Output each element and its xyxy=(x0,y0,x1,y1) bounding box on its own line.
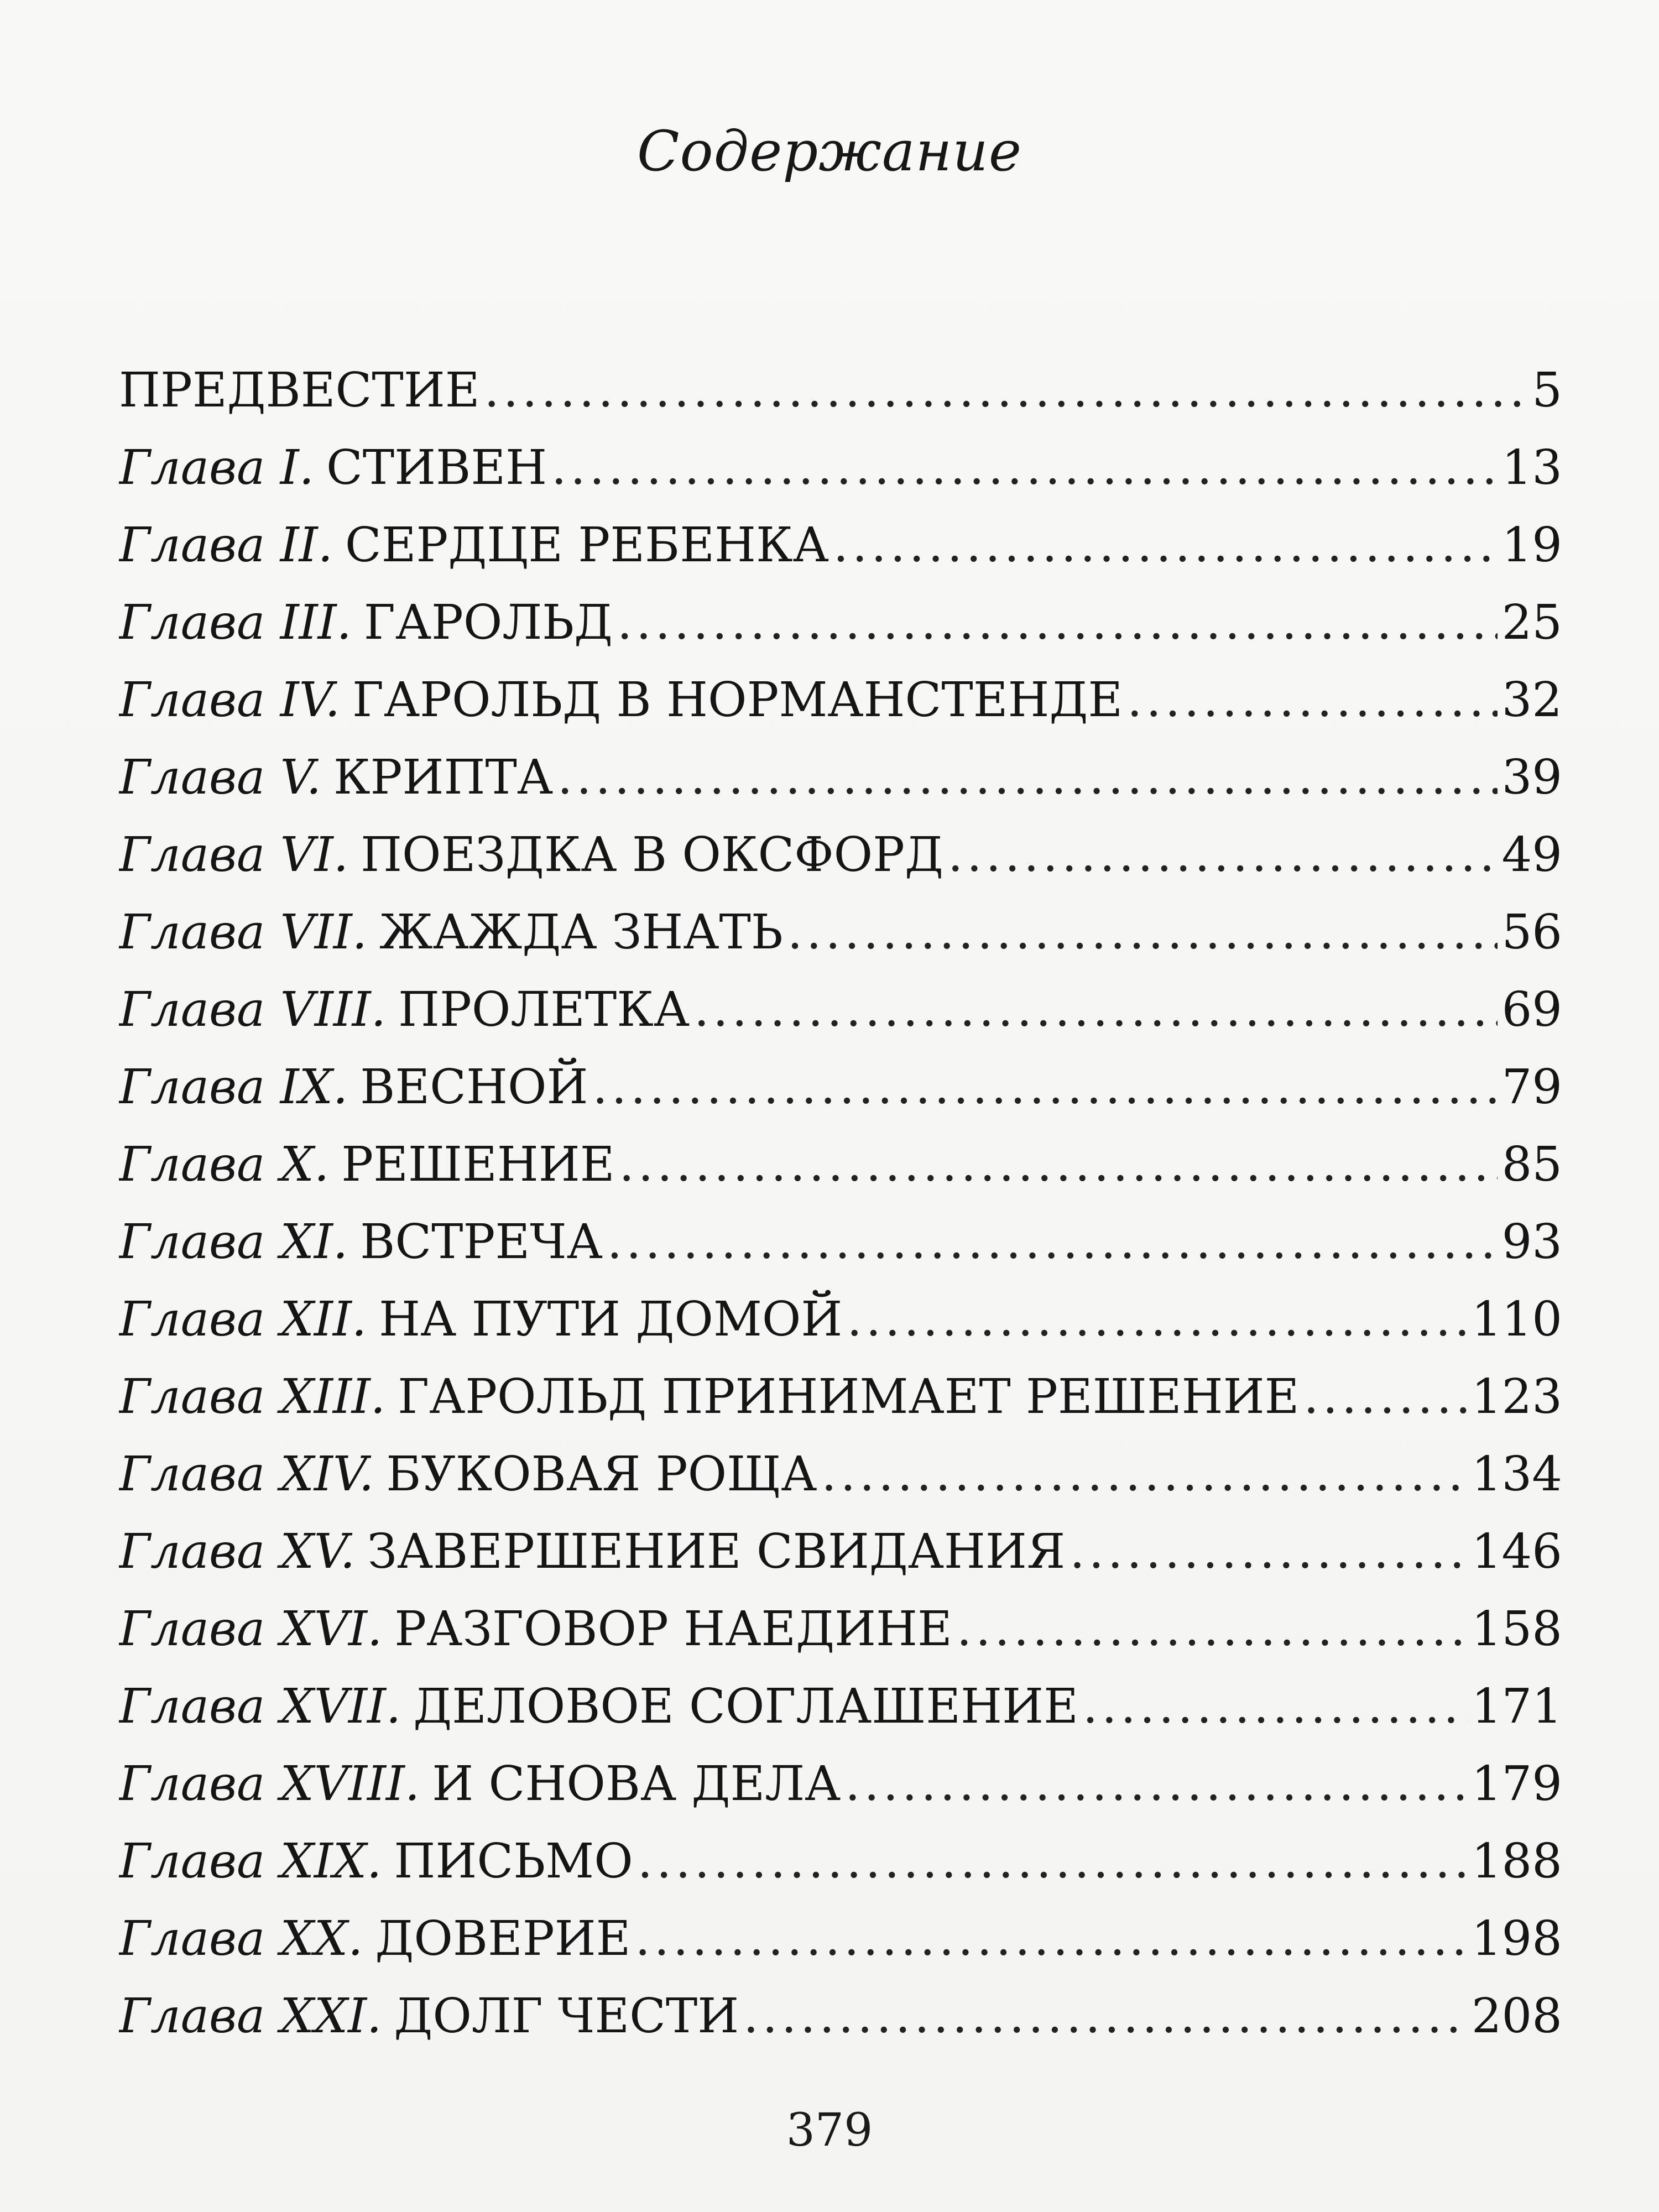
dot-leader xyxy=(557,739,1498,816)
page-number: 56 xyxy=(1501,905,1562,960)
dot-leader xyxy=(948,816,1498,894)
toc-entry xyxy=(119,739,1562,816)
page-number: 93 xyxy=(1501,1214,1562,1270)
chapter-title: ПРЕДВЕСТИЕ xyxy=(119,363,480,418)
table-of-contents xyxy=(119,352,1562,2055)
entry-label xyxy=(119,507,829,584)
toc-entry xyxy=(119,1513,1562,1590)
toc-entry xyxy=(119,1823,1562,1900)
page-number: 188 xyxy=(1471,1834,1562,1889)
chapter-title: РАЗГОВОР НАЕДИНЕ xyxy=(394,1601,952,1657)
dot-leader xyxy=(821,1436,1467,1513)
entry-label xyxy=(119,894,783,971)
toc-heading: Содержание xyxy=(637,119,1022,184)
toc-entry xyxy=(119,1358,1562,1436)
toc-entry xyxy=(119,352,1562,429)
dot-leader xyxy=(1083,1668,1467,1745)
page-number: 13 xyxy=(1501,440,1562,495)
dot-leader xyxy=(787,894,1498,971)
chapter-title: ГАРОЛЬД В НОРМАНСТЕНДЕ xyxy=(352,672,1123,728)
dot-leader xyxy=(592,1048,1497,1126)
entry-label xyxy=(119,816,943,894)
chapter-title: И СНОВА ДЕЛА xyxy=(432,1756,841,1812)
dot-leader xyxy=(607,1203,1498,1281)
entry-label xyxy=(119,971,690,1048)
dot-leader xyxy=(617,584,1498,661)
toc-entry xyxy=(119,971,1562,1048)
entry-label xyxy=(119,1668,1078,1745)
toc-entry xyxy=(119,584,1562,661)
chapter-title: ПРОЛЕТКА xyxy=(398,982,690,1037)
chapter-prefix: Глава II. xyxy=(119,518,333,573)
chapter-title: РЕШЕНИЕ xyxy=(341,1137,615,1192)
dot-leader xyxy=(694,971,1498,1048)
page-number: 39 xyxy=(1501,750,1562,805)
dot-leader xyxy=(635,1900,1467,1978)
toc-entry xyxy=(119,1048,1562,1126)
entry-label xyxy=(119,1900,630,1978)
entry-label xyxy=(119,661,1123,739)
page-number: 19 xyxy=(1501,518,1562,573)
chapter-prefix: Глава XII. xyxy=(119,1292,367,1347)
dot-leader xyxy=(1127,661,1497,739)
dot-leader xyxy=(743,1978,1467,2055)
chapter-prefix: Глава VII. xyxy=(119,905,368,960)
chapter-title: ЖАЖДА ЗНАТЬ xyxy=(379,905,783,960)
dot-leader xyxy=(845,1745,1467,1823)
toc-entry xyxy=(119,507,1562,584)
entry-label xyxy=(119,1126,615,1203)
dot-leader xyxy=(551,429,1497,507)
entry-label xyxy=(119,1745,841,1823)
chapter-prefix: Глава XVI. xyxy=(119,1601,383,1657)
entry-label xyxy=(119,1513,1065,1590)
toc-entry xyxy=(119,816,1562,894)
page-number: 85 xyxy=(1501,1137,1562,1192)
page-number: 171 xyxy=(1471,1679,1562,1734)
toc-entry xyxy=(119,1281,1562,1358)
page-number: 146 xyxy=(1471,1524,1562,1579)
chapter-prefix: Глава III. xyxy=(119,595,352,650)
page-number: 25 xyxy=(1501,595,1562,650)
page-number: 110 xyxy=(1471,1292,1562,1347)
dot-leader xyxy=(957,1590,1467,1668)
chapter-title: ГАРОЛЬД ПРИНИМАЕТ РЕШЕНИЕ xyxy=(398,1369,1300,1425)
page-number: 179 xyxy=(1471,1756,1562,1812)
toc-entry xyxy=(119,1668,1562,1745)
chapter-title: ДЕЛОВОЕ СОГЛАШЕНИЕ xyxy=(413,1679,1078,1734)
chapter-title: СЕРДЦЕ РЕБЕНКА xyxy=(345,518,829,573)
entry-label xyxy=(119,1203,603,1281)
entry-label xyxy=(119,1978,739,2055)
chapter-prefix: Глава VIII. xyxy=(119,982,386,1037)
chapter-prefix: Глава XIII. xyxy=(119,1369,386,1425)
page-folio: 379 xyxy=(786,2104,873,2157)
chapter-title: ВСТРЕЧА xyxy=(360,1214,603,1270)
chapter-prefix: Глава VI. xyxy=(119,827,349,883)
page-number: 208 xyxy=(1471,1989,1562,2044)
entry-label xyxy=(119,584,613,661)
chapter-title: БУКОВАЯ РОЩА xyxy=(386,1447,817,1502)
page-number: 158 xyxy=(1471,1601,1562,1657)
chapter-title: ДОВЕРИЕ xyxy=(375,1911,631,1966)
chapter-title: ЗАВЕРШЕНИЕ СВИДАНИЯ xyxy=(367,1524,1066,1579)
chapter-prefix: Глава XVIII. xyxy=(119,1756,420,1812)
page-number: 79 xyxy=(1501,1060,1562,1115)
dot-leader xyxy=(484,352,1527,429)
chapter-title: КРИПТА xyxy=(333,750,553,805)
chapter-prefix: Глава XV. xyxy=(119,1524,356,1579)
entry-label xyxy=(119,1436,817,1513)
page-number: 5 xyxy=(1532,363,1562,418)
toc-entry xyxy=(119,894,1562,971)
entry-label xyxy=(119,1590,952,1668)
chapter-prefix: Глава XI. xyxy=(119,1214,348,1270)
dot-leader xyxy=(847,1281,1467,1358)
chapter-prefix: Глава IV. xyxy=(119,672,341,728)
chapter-title: СТИВЕН xyxy=(326,440,547,495)
page-number: 49 xyxy=(1501,827,1562,883)
chapter-prefix: Глава V. xyxy=(119,750,322,805)
toc-entry xyxy=(119,1978,1562,2055)
dot-leader xyxy=(1303,1358,1467,1436)
dot-leader xyxy=(833,507,1498,584)
dot-leader xyxy=(638,1823,1467,1900)
entry-label xyxy=(119,429,547,507)
chapter-prefix: Глава X. xyxy=(119,1137,330,1192)
page-number: 32 xyxy=(1501,672,1562,728)
chapter-prefix: Глава XIX. xyxy=(119,1834,382,1889)
chapter-title: НА ПУТИ ДОМОЙ xyxy=(379,1292,843,1347)
chapter-prefix: Глава I. xyxy=(119,440,314,495)
toc-entry xyxy=(119,1436,1562,1513)
chapter-title: ДОЛГ ЧЕСТИ xyxy=(394,1989,739,2044)
page-number: 134 xyxy=(1471,1447,1562,1502)
toc-entry xyxy=(119,1745,1562,1823)
toc-entry xyxy=(119,1203,1562,1281)
entry-label xyxy=(119,352,479,429)
chapter-title: ПИСЬМО xyxy=(394,1834,633,1889)
chapter-title: ПОЕЗДКА В ОКСФОРД xyxy=(361,827,943,883)
chapter-title: ВЕСНОЙ xyxy=(360,1060,588,1115)
chapter-prefix: Глава XVII. xyxy=(119,1679,401,1734)
entry-label xyxy=(119,1048,588,1126)
page-number: 69 xyxy=(1501,982,1562,1037)
dot-leader xyxy=(619,1126,1498,1203)
chapter-prefix: Глава XIV. xyxy=(119,1447,374,1502)
chapter-prefix: Глава XX. xyxy=(119,1911,363,1966)
toc-entry xyxy=(119,1590,1562,1668)
chapter-title: ГАРОЛЬД xyxy=(363,595,613,650)
toc-entry xyxy=(119,661,1562,739)
page-number: 198 xyxy=(1471,1911,1562,1966)
chapter-prefix: Глава XXI. xyxy=(119,1989,382,2044)
page-number: 123 xyxy=(1471,1369,1562,1425)
chapter-prefix: Глава IX. xyxy=(119,1060,348,1115)
dot-leader xyxy=(1070,1513,1467,1590)
entry-label xyxy=(119,739,553,816)
entry-label xyxy=(119,1281,842,1358)
entry-label xyxy=(119,1358,1299,1436)
toc-entry xyxy=(119,429,1562,507)
entry-label xyxy=(119,1823,633,1900)
toc-entry xyxy=(119,1900,1562,1978)
toc-entry xyxy=(119,1126,1562,1203)
